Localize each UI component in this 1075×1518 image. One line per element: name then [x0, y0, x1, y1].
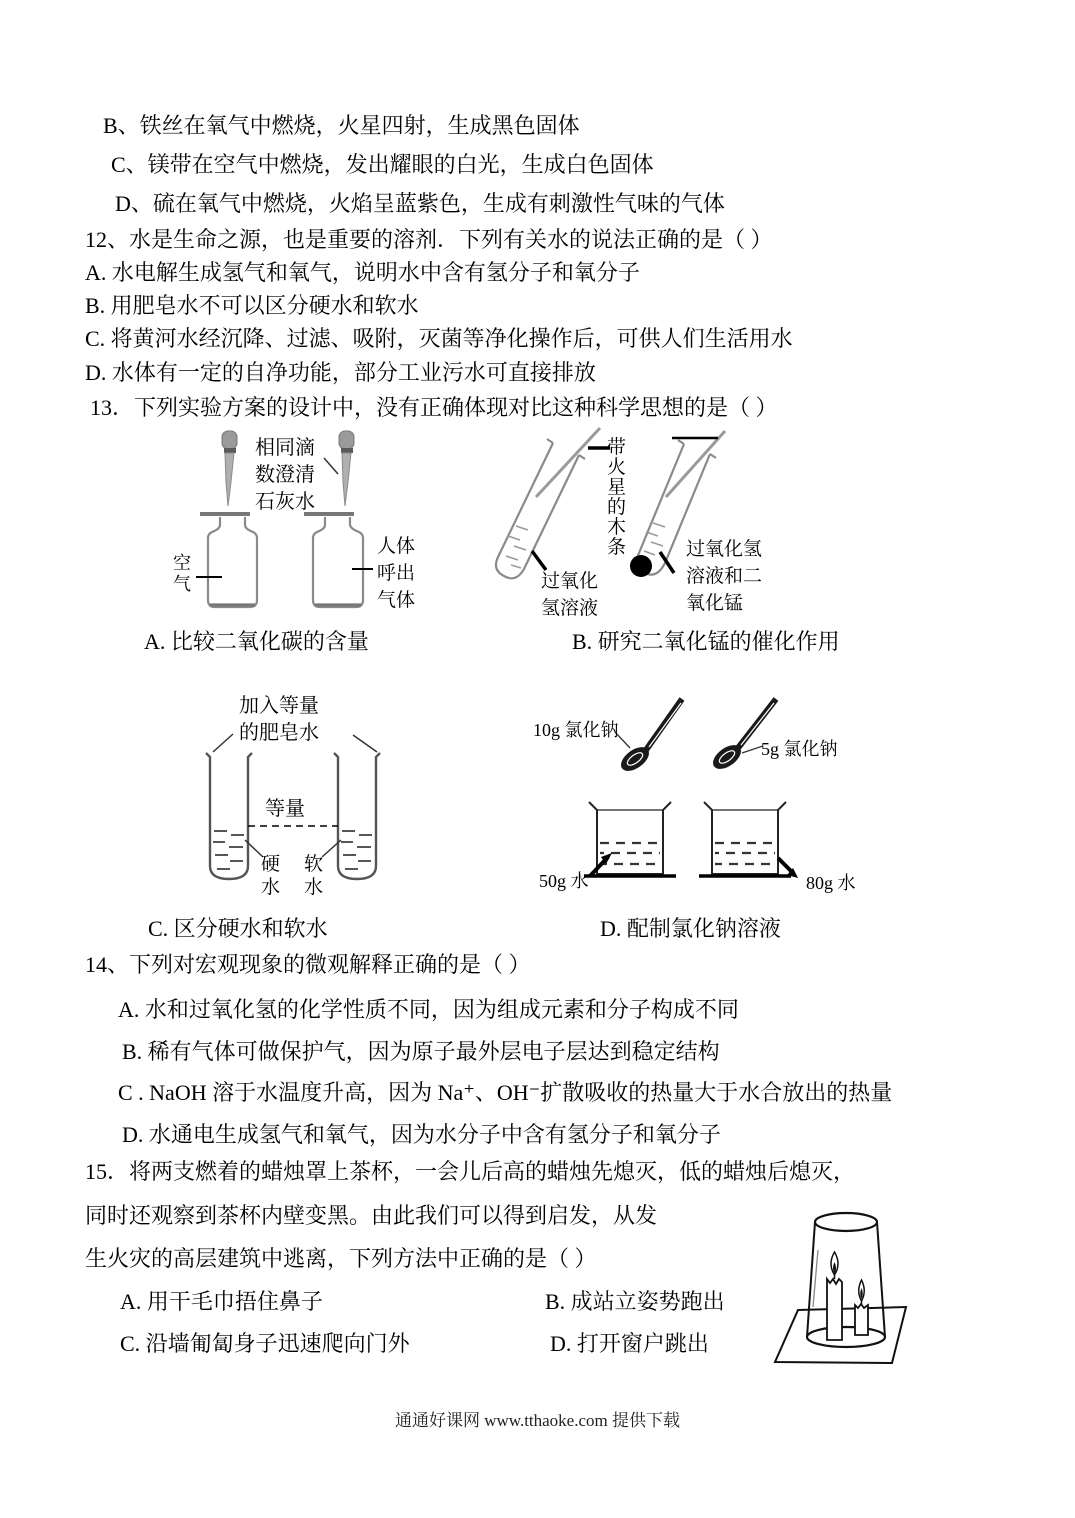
figure-c-soap-label-line: 加入等量: [239, 695, 319, 717]
figure-a-dropper-label: [255, 435, 315, 516]
figure-b-peroxide-mno2-label: [686, 536, 762, 617]
q12-stem: 12、水是生命之源，也是重要的溶剂．下列有关水的说法正确的是（ ）: [85, 227, 773, 252]
q14-stem: 14、下列对宏观现象的微观解释正确的是（ ）: [85, 952, 531, 977]
figure-b-splint-label: 带火星的木条: [607, 437, 627, 558]
figure-c-soft-water-label: 软水: [304, 854, 324, 898]
figure-a-dropper-label-line: 相同滴: [255, 437, 315, 459]
q13-stem: 13．下列实验方案的设计中，没有正确体现对比这种科学思想的是（ ）: [90, 395, 778, 420]
figure-a-air-label: 空气: [173, 553, 191, 594]
figure-nacl-solution: [505, 683, 925, 901]
figure-candles-artwork: [770, 1195, 1005, 1400]
figure-a-exhaled-gas-label-line: 人体: [377, 536, 416, 557]
q14-option-a: A. 水和过氧化氢的化学性质不同，因为组成元素和分子构成不同: [118, 997, 739, 1022]
figure-d-caption: D. 配制氯化钠溶液: [600, 916, 781, 941]
q12-option-d: D. 水体有一定的自净功能，部分工业污水可直接排放: [85, 360, 596, 385]
figure-b-caption: B. 研究二氧化锰的催化作用: [572, 629, 840, 654]
figure-d-10g-nacl-label: 10g 氯化钠: [533, 720, 619, 740]
footer-text: 通通好课网 www.tthaoke.com 提供下载: [394, 1411, 681, 1430]
q11-option-d: D、硫在氧气中燃烧，火焰呈蓝紫色，生成有刺激性气味的气体: [115, 191, 725, 216]
q15-option-d: D. 打开窗户跳出: [550, 1331, 709, 1356]
q14-option-b: B. 稀有气体可做保护气，因为原子最外层电子层达到稳定结构: [122, 1039, 720, 1064]
q11-option-c: C、镁带在空气中燃烧，发出耀眼的白光，生成白色固体: [111, 152, 654, 177]
figure-a-dropper-label-line: 数澄清: [255, 464, 315, 486]
figure-a-exhaled-gas-label: [377, 533, 415, 614]
figure-a-dropper-label-line: 石灰水: [255, 491, 315, 513]
figure-candles-under-glass: [770, 1195, 1005, 1400]
q12-option-c: C. 将黄河水经沉降、过滤、吸附，灭菌等净化操作后，可供人们生活用水: [85, 326, 793, 351]
mno2-dot: [630, 555, 652, 577]
figure-b-peroxide-mno2-label-line: 过氧化氢: [686, 539, 763, 560]
figure-a-exhaled-gas-label-line: 呼出: [377, 563, 416, 584]
q14-option-c: C . NaOH 溶于水温度升高，因为 Na⁺、OH⁻扩散吸收的热量大于水合放出的热量: [118, 1080, 893, 1105]
figure-b-peroxide-label-line: 氢溶液: [541, 598, 599, 619]
q15-option-b: B. 成站立姿势跑出: [545, 1289, 725, 1314]
figure-mno2-catalysis: [478, 418, 928, 630]
figure-b-peroxide-mno2-label-line: 氧化锰: [686, 593, 744, 614]
q15-stem-line-3: 生火灾的高层建筑中逃离，下列方法中正确的是（ ）: [85, 1246, 597, 1271]
q14-option-d: D. 水通电生成氢气和氧气，因为水分子中含有氢分子和氧分子: [122, 1122, 721, 1147]
figure-a-caption: A. 比较二氧化碳的含量: [144, 629, 369, 654]
q12-option-a: A. 水电解生成氢气和氧气，说明水中含有氢分子和氧分子: [85, 260, 640, 285]
q12-option-b: B. 用肥皂水不可以区分硬水和软水: [85, 293, 419, 318]
figure-hard-soft-water: [155, 683, 475, 911]
q15-stem-line-2: 同时还观察到茶杯内壁变黑。由此我们可以得到启发，从发: [85, 1203, 658, 1228]
q15-option-c: C. 沿墙匍匐身子迅速爬向门外: [120, 1331, 410, 1356]
figure-d-5g-nacl-label: 5g 氯化钠: [761, 739, 838, 759]
q15-stem-line-1: 15．将两支燃着的蜡烛罩上茶杯，一会儿后高的蜡烛先熄灭，低的蜡烛后熄灭，: [85, 1159, 856, 1184]
figure-b-peroxide-label: [541, 568, 598, 622]
figure-d-50g-water-label: 50g 水: [539, 871, 589, 891]
figure-c-hard-water-label: 硬水: [261, 854, 281, 898]
figure-d-80g-water-label: 80g 水: [806, 873, 856, 893]
figure-compare-co2: [140, 422, 480, 627]
figure-a-exhaled-gas-label-line: 气体: [377, 590, 416, 611]
figure-c-soap-label-line: 的肥皂水: [239, 722, 319, 744]
figure-c-soap-label: [239, 693, 319, 747]
q11-option-b: B、铁丝在氧气中燃烧，火星四射，生成黑色固体: [103, 113, 580, 138]
figure-c-caption: C. 区分硬水和软水: [148, 916, 328, 941]
figure-b-peroxide-mno2-label-line: 溶液和二: [686, 566, 763, 587]
figure-b-peroxide-label-line: 过氧化: [541, 571, 599, 592]
q15-option-a: A. 用干毛巾捂住鼻子: [120, 1289, 323, 1314]
figure-c-equal-label: 等量: [265, 798, 305, 820]
